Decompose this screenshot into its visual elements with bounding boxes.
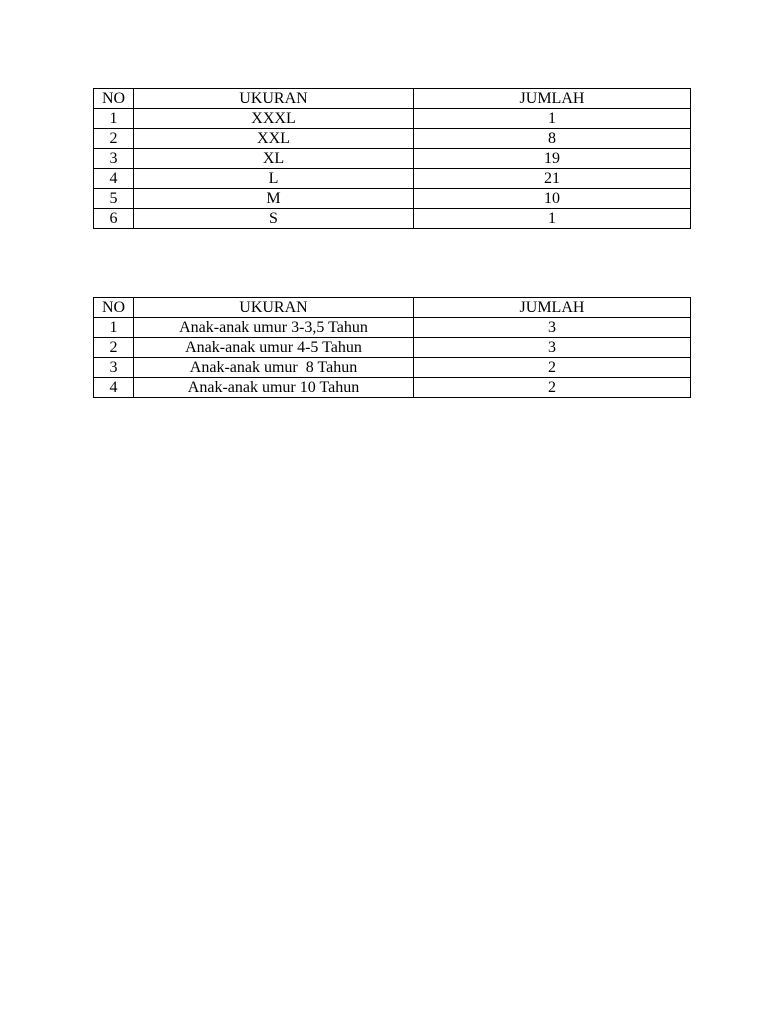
cell-jumlah: 3 bbox=[414, 338, 691, 358]
table-row bbox=[94, 378, 691, 398]
cell-ukuran: S bbox=[134, 209, 414, 229]
cell-jumlah: 10 bbox=[414, 189, 691, 209]
table-row bbox=[94, 338, 691, 358]
cell-ukuran: Anak-anak umur 8 Tahun bbox=[134, 358, 414, 378]
adult-size-table bbox=[93, 88, 691, 229]
header-ukuran: UKURAN bbox=[134, 298, 414, 318]
header-jumlah: JUMLAH bbox=[414, 298, 691, 318]
table-header-row bbox=[94, 298, 691, 318]
table-row bbox=[94, 109, 691, 129]
cell-no: 4 bbox=[94, 378, 134, 398]
cell-no: 1 bbox=[94, 318, 134, 338]
cell-no: 3 bbox=[94, 358, 134, 378]
cell-ukuran: XXL bbox=[134, 129, 414, 149]
cell-jumlah: 21 bbox=[414, 169, 691, 189]
cell-no: 1 bbox=[94, 109, 134, 129]
header-no: NO bbox=[94, 298, 134, 318]
cell-ukuran: Anak-anak umur 3-3,5 Tahun bbox=[134, 318, 414, 338]
cell-no: 3 bbox=[94, 149, 134, 169]
cell-ukuran: M bbox=[134, 189, 414, 209]
cell-jumlah: 8 bbox=[414, 129, 691, 149]
table-row bbox=[94, 209, 691, 229]
cell-jumlah: 3 bbox=[414, 318, 691, 338]
cell-no: 4 bbox=[94, 169, 134, 189]
table-row bbox=[94, 189, 691, 209]
table-header-row bbox=[94, 89, 691, 109]
cell-ukuran: L bbox=[134, 169, 414, 189]
table-row bbox=[94, 169, 691, 189]
cell-no: 6 bbox=[94, 209, 134, 229]
table-row bbox=[94, 318, 691, 338]
cell-no: 2 bbox=[94, 338, 134, 358]
header-no: NO bbox=[94, 89, 134, 109]
cell-jumlah: 1 bbox=[414, 109, 691, 129]
cell-ukuran: Anak-anak umur 4-5 Tahun bbox=[134, 338, 414, 358]
header-jumlah: JUMLAH bbox=[414, 89, 691, 109]
kids-size-table bbox=[93, 297, 691, 398]
table-row bbox=[94, 149, 691, 169]
table-row bbox=[94, 129, 691, 149]
cell-ukuran: Anak-anak umur 10 Tahun bbox=[134, 378, 414, 398]
cell-ukuran: XXXL bbox=[134, 109, 414, 129]
cell-jumlah: 1 bbox=[414, 209, 691, 229]
cell-jumlah: 19 bbox=[414, 149, 691, 169]
cell-jumlah: 2 bbox=[414, 358, 691, 378]
cell-no: 2 bbox=[94, 129, 134, 149]
cell-jumlah: 2 bbox=[414, 378, 691, 398]
cell-ukuran: XL bbox=[134, 149, 414, 169]
cell-no: 5 bbox=[94, 189, 134, 209]
header-ukuran: UKURAN bbox=[134, 89, 414, 109]
table-row bbox=[94, 358, 691, 378]
